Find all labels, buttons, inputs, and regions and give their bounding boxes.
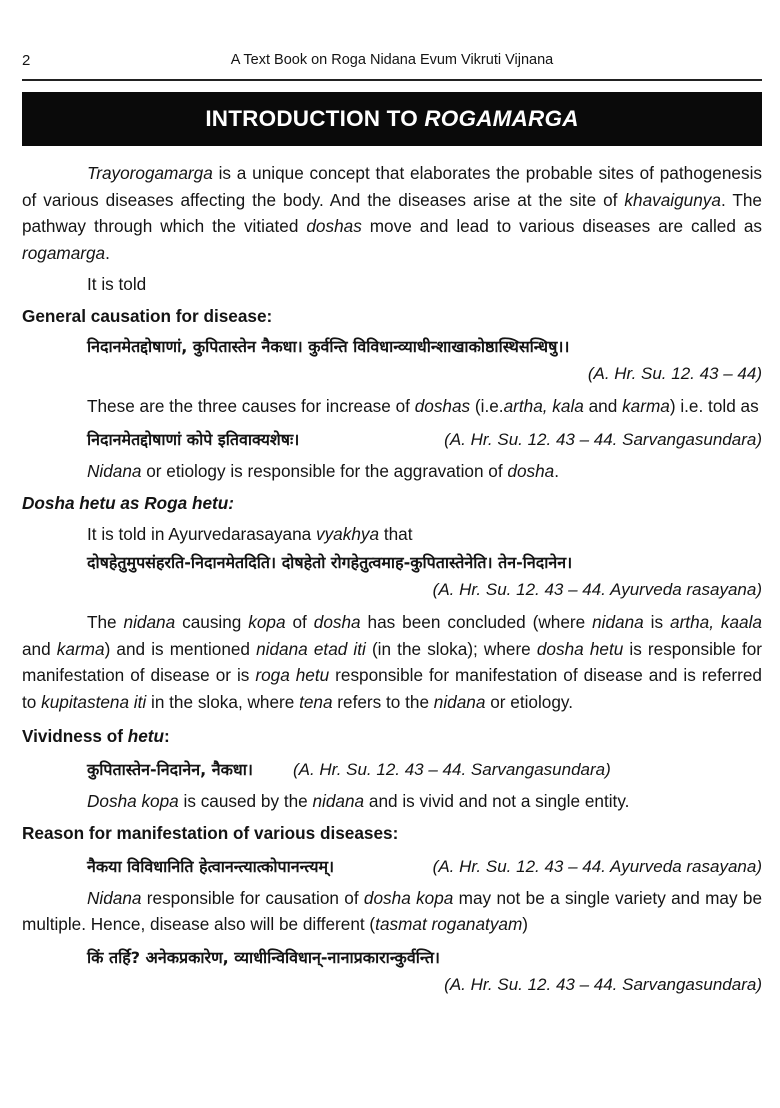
term: artha, kala: [503, 396, 584, 416]
section-heading-general-causation: General causation for disease:: [22, 305, 273, 326]
paragraph: [22, 609, 762, 715]
text: or etiology is responsible for the aggravation of: [141, 460, 508, 481]
term: Dosha kopa: [87, 790, 179, 811]
text: The: [87, 612, 124, 632]
text: of: [285, 612, 314, 632]
it-is-told: It is told: [87, 274, 147, 294]
text: and: [583, 396, 623, 416]
text: that: [379, 523, 413, 544]
term: dosha: [507, 460, 555, 481]
paragraph: [22, 788, 762, 815]
paragraph: [22, 885, 762, 938]
paragraph: [22, 458, 762, 485]
text: is: [643, 612, 671, 632]
sanskrit-verse: निदानमेतद्दोषाणां कोपे इतिवाक्यशेषः।: [87, 429, 300, 449]
verse-reference: (A. Hr. Su. 12. 43 – 44. Ayurveda rasayana): [432, 580, 762, 599]
text: (in the sloka); where: [365, 638, 537, 659]
text: move and lead to various diseases are called as: [361, 216, 763, 236]
term: dosha hetu: [536, 638, 624, 659]
page-number: 2: [22, 52, 31, 69]
text: .: [105, 242, 110, 263]
text: or etiology.: [485, 691, 573, 712]
term: Nidana: [87, 460, 142, 481]
term: rogamarga: [22, 242, 106, 263]
paragraph: [22, 393, 762, 420]
term: nidana etad iti: [256, 638, 366, 659]
header-rule: [22, 79, 762, 81]
book-title: A Text Book on Roga Nidana Evum Vikruti Vijnana: [230, 52, 554, 68]
term: dosha: [313, 612, 361, 632]
text: ) and is mentioned: [104, 638, 257, 659]
term: vyakhya: [315, 523, 380, 544]
text: These are the three causes for increase of: [87, 396, 415, 416]
sanskrit-verse: निदानमेतद्दोषाणां, कुपितास्तेन नैकधा। कुर्वन्ति विविधान्व्याधीन्शाखाकोष्ठास्थिसन्धिषु।।: [87, 337, 570, 356]
term: Trayorogamarga: [87, 163, 213, 183]
verse-reference: (A. Hr. Su. 12. 43 – 44): [587, 364, 762, 383]
term: kopa: [248, 612, 286, 632]
paragraph: [22, 521, 762, 548]
chapter-title-plain: INTRODUCTION TO: [205, 106, 425, 131]
chapter-title-banner: [22, 92, 762, 146]
text: It is told in Ayurvedarasayana: [87, 523, 316, 544]
term: nidana: [312, 790, 365, 811]
text: .: [554, 460, 560, 481]
sanskrit-verse: किं तर्हि? अनेकप्रकारेण, व्याधीन्विविधान्-नानाप्रकारान्कुर्वन्ति।: [87, 947, 440, 967]
verse-reference: (A. Hr. Su. 12. 43 – 44. Sarvangasundara): [292, 759, 611, 779]
term: dosha kopa: [363, 887, 454, 908]
page-content: [22, 160, 762, 998]
term: doshas: [414, 396, 471, 416]
term: Nidana: [87, 887, 142, 908]
text: may not be a single variety and may be multiple. Hence, disease also will be different (: [22, 887, 763, 934]
intro-paragraph: [22, 160, 762, 266]
sanskrit-verse: कुपितास्तेन-निदानेन, नैकधा।: [87, 759, 253, 779]
text: and: [22, 638, 57, 659]
verse-reference: (A. Hr. Su. 12. 43 – 44. Ayurveda rasayana): [432, 856, 762, 876]
sanskrit-verse: दोषहेतुमुपसंहरति-निदानमेतदिति। दोषहेतो रोगहेतुत्वमाह-कुपितास्तेनेति। तेन-निदानेन।: [87, 553, 573, 572]
text: causing: [175, 612, 249, 632]
text: :: [164, 726, 170, 746]
text: . The pathway through which the vitiated: [22, 189, 762, 236]
chapter-title-italic: ROGAMARGA: [424, 106, 579, 131]
text: ): [522, 914, 529, 934]
term: karma: [56, 638, 105, 659]
text: ) i.e. told as: [669, 396, 759, 416]
verse-reference: (A. Hr. Su. 12. 43 – 44. Sarvangasundara): [444, 429, 762, 449]
text: responsible for manifestation of disease and is referred to: [22, 665, 762, 712]
verse-reference: (A. Hr. Su. 12. 43 – 44. Sarvangasundara): [444, 974, 762, 994]
sanskrit-verse: नैकया विविधानिति हेत्वानन्त्यात्कोपानन्त्यम्।: [87, 856, 335, 876]
term: nidana: [123, 612, 176, 632]
verse-with-reference: [22, 853, 762, 881]
text: and is vivid and not a single entity.: [364, 790, 630, 811]
term: tasmat roganatyam: [375, 914, 523, 934]
term: khavaigunya: [624, 189, 721, 210]
text: is caused by the: [178, 790, 313, 811]
text: is a unique concept that elaborates the probable sites of pathogenesis of various diseases affecting the body. And the diseases arise at the site of: [22, 163, 762, 210]
term: tena: [299, 691, 333, 712]
term: roga hetu: [255, 665, 330, 685]
term: hetu: [127, 726, 164, 746]
term: artha, kaala: [670, 612, 762, 632]
text: responsible for causation of: [141, 887, 364, 908]
text: refers to the: [332, 691, 434, 712]
text: is responsible for manifestation of disease or is: [22, 638, 763, 685]
term: nidana: [433, 691, 486, 712]
verse-with-reference: [22, 426, 762, 454]
term: nidana: [592, 612, 644, 632]
term: kupitastena iti: [41, 691, 147, 712]
term: karma: [622, 396, 670, 416]
verse-with-reference: [22, 756, 762, 784]
section-heading-vividness: [22, 723, 762, 750]
section-heading-reason-manifestation: Reason for manifestation of various diseases:: [22, 823, 399, 843]
section-heading-dosha-hetu: Dosha hetu as Roga hetu:: [22, 493, 234, 513]
text: Vividness of: [22, 726, 128, 746]
running-header: [22, 50, 762, 74]
text: in the sloka, where: [146, 691, 300, 712]
text: (i.e.: [470, 396, 504, 416]
term: doshas: [306, 216, 362, 236]
text: has been concluded (where: [360, 612, 593, 632]
